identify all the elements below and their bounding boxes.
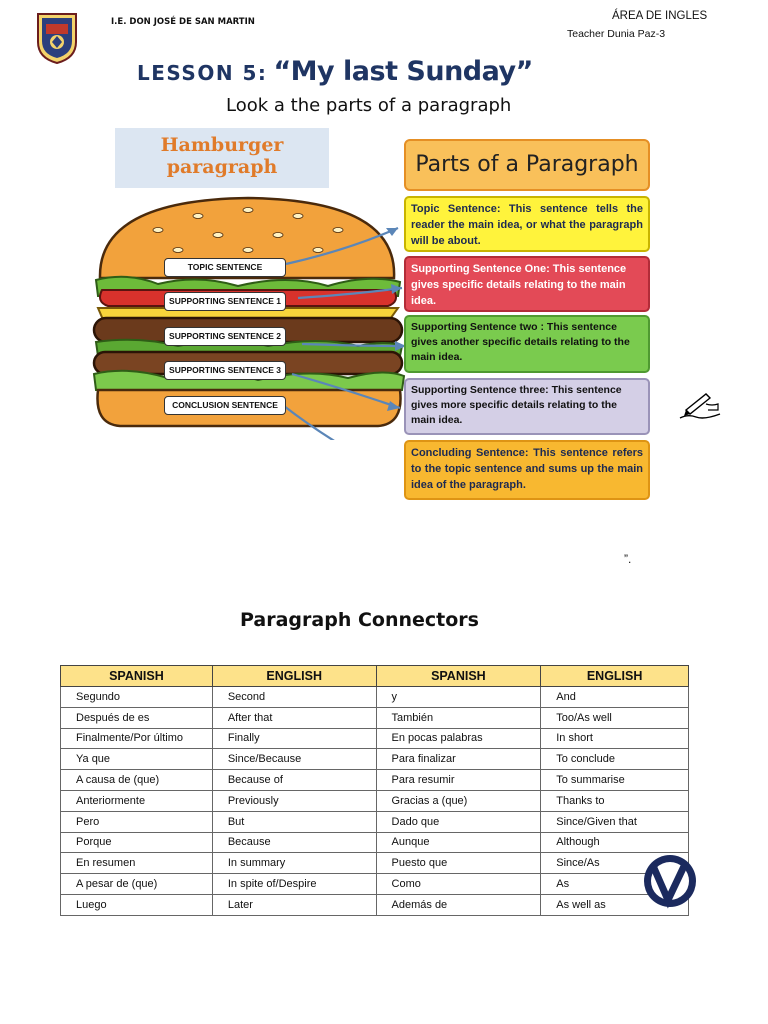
table-cell: Anteriormente [61,790,213,811]
table-cell: In summary [212,853,376,874]
table-cell: Porque [61,832,213,853]
area-label: ÁREA DE INGLES [612,10,708,22]
table-cell: Además de [376,894,541,915]
table-cell: Ya que [61,749,213,770]
table-cell: Because [212,832,376,853]
table-cell: But [212,811,376,832]
part-supporting-three: Supporting Sentence three: This sentence gives more specific details relating to the main idea. [404,378,650,435]
parts-title: Parts of a Paragraph [404,139,650,191]
burger-label-support-3: SUPPORTING SENTENCE 3 [164,361,286,380]
table-row [61,832,689,853]
table-row [61,687,689,708]
burger-label-support-1: SUPPORTING SENTENCE 1 [164,292,286,311]
table-cell: Later [212,894,376,915]
table-cell: Thanks to [541,790,689,811]
part-supporting-two: Supporting Sentence two : This sentence gives another specific details relating to the main idea. [404,315,650,373]
table-row [61,853,689,874]
table-row [61,874,689,895]
table-cell: Second [212,687,376,708]
table-cell: Segundo [61,687,213,708]
v-logo-icon [640,850,696,912]
table-row [61,707,689,728]
part-topic-sentence: Topic Sentence: This sentence tells the reader the main idea, or what the paragraph will be about. [404,196,650,252]
table-row [61,790,689,811]
table-cell: A pesar de (que) [61,874,213,895]
burger-label-support-2: SUPPORTING SENTENCE 2 [164,327,286,346]
hamburger-heading-line2: paragraph [166,156,278,178]
table-cell: y [376,687,541,708]
table-row [61,770,689,791]
table-cell: Como [376,874,541,895]
table-cell: Aunque [376,832,541,853]
part-concluding: Concluding Sentence: This sentence refers to the topic sentence and sums up the main idea of the paragraph. [404,440,650,500]
table-cell: Because of [212,770,376,791]
lesson-subtitle: Look a the parts of a paragraph [226,95,512,116]
hamburger-heading-line1: Hamburger [160,134,284,156]
header-spanish-2: SPANISH [376,666,541,687]
burger-label-topic: TOPIC SENTENCE [164,258,286,277]
school-name: I.E. DON JOSÉ DE SAN MARTIN [111,17,255,27]
burger-label-conclusion: CONCLUSION SENTENCE [164,396,286,415]
table-cell: Since/As [541,853,689,874]
table-cell: After that [212,707,376,728]
pen-writing-icon [676,390,722,420]
table-cell: And [541,687,689,708]
lesson-number: LESSON 5: [137,61,268,85]
table-cell: Para resumir [376,770,541,791]
header-english-1: ENGLISH [212,666,376,687]
connectors-table [60,665,689,916]
table-cell: Pero [61,811,213,832]
table-cell: In short [541,728,689,749]
table-cell: A causa de (que) [61,770,213,791]
table-row [61,749,689,770]
table-cell: Finalmente/Por último [61,728,213,749]
table-cell: En pocas palabras [376,728,541,749]
stray-mark: ”. [624,552,632,566]
school-crest-icon [36,12,78,64]
table-cell: Dado que [376,811,541,832]
table-cell: En resumen [61,853,213,874]
connectors-title: Paragraph Connectors [240,609,479,631]
table-cell: Since/Because [212,749,376,770]
lesson-title [137,56,533,87]
table-cell: Después de es [61,707,213,728]
table-cell: Too/As well [541,707,689,728]
table-row [61,811,689,832]
teacher-label: Teacher Dunia Paz-3 [567,28,666,40]
table-cell: Puesto que [376,853,541,874]
table-cell: Finally [212,728,376,749]
table-header-row [61,666,689,687]
table-cell: As well as [541,894,689,915]
table-cell: In spite of/Despire [212,874,376,895]
table-cell: Although [541,832,689,853]
table-cell: Since/Given that [541,811,689,832]
table-cell: As [541,874,689,895]
table-row [61,728,689,749]
table-cell: Gracias a (que) [376,790,541,811]
table-cell: También [376,707,541,728]
table-cell: To conclude [541,749,689,770]
header-spanish-1: SPANISH [61,666,213,687]
lesson-name: “My last Sunday” [273,56,533,87]
hamburger-heading [115,128,329,188]
table-cell: Para finalizar [376,749,541,770]
table-row [61,894,689,915]
part-supporting-one: Supporting Sentence One: This sentence gives specific details relating to the main idea. [404,256,650,312]
table-cell: To summarise [541,770,689,791]
header-english-2: ENGLISH [541,666,689,687]
table-cell: Previously [212,790,376,811]
table-cell: Luego [61,894,213,915]
